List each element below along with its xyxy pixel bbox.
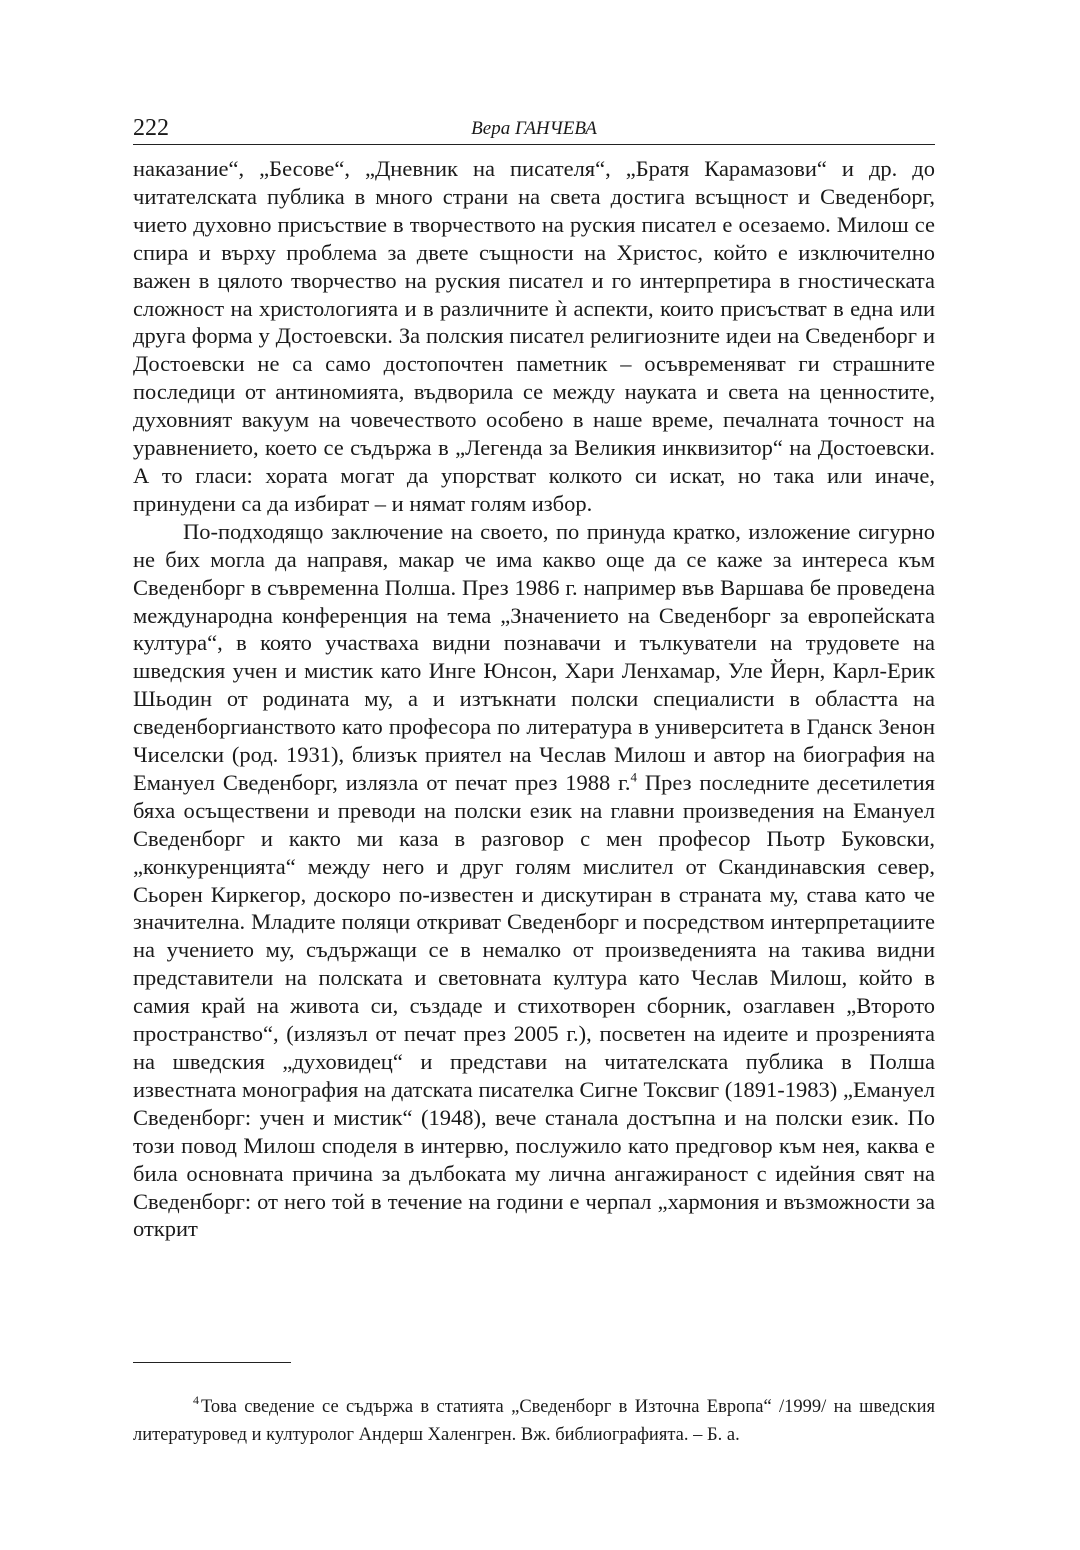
footnote [133,1393,935,1449]
running-head [133,112,935,145]
footnote-text: Това сведение се съдържа в статията „Сведенборг в Източна Европа“ /1999/ на шведския литературовед и културолог Андерш Халенгрен. Вж. библиографията. – Б. а. [133,1396,935,1445]
footnote-divider [133,1362,291,1363]
running-title: Вера ГАНЧЕВА [471,118,597,139]
body-text [133,155,935,1243]
page [133,112,935,1243]
footnote-reference[interactable]: 4 [630,769,637,785]
paragraph-1: наказание“, „Бесове“, „Дневник на писателя“, „Братя Карамазови“ и др. до читателската публика в много страни на света достига всъщност и Сведенборг, чието духовно присъствие в творчеството на руския писател е осезаемо. Милош се спира и върху проблема за двете същности на Христос, който е изключително важен в цялото творчество на руския писател и го интерпретира в гностическата сложност на христологията и в различните ѝ аспекти, които присъстват в една или друга форма у Достоевски. За полския писател религиозните идеи на Сведенборг и Достоевски не са само достопочтен паметник – осъвременяват ги страшните последици от антиномията, въдворила се между науката и света на ценностите, духовният вакуум на човечеството особено в наше време, печалната точност на уравнението, което се съдържа в „Легенда за Великия инквизитор“ на Достоевски. А то гласи: хората могат да упорстват колкото си искат, но така или иначе, принудени са да избират – и нямат голям избор. [133,156,935,516]
paragraph-2-part-1: По-подходящо заключение на своето, по принуда кратко, изложение сигурно не бих могла да направя, макар че има какво още да се каже за интереса към Сведенборг в съвременна Полша. През 1986 г. например във Варшава бе проведена международна конференция на тема „Значението на Сведенборг за европейската култура“, в която участваха видни познавачи и тълкуватели на трудовете на шведския учен и мистик като Инге Юнсон, Хари Ленхамар, Уле Йерн, Карл-Ерик Шьодин от родината му, а и изтъкнати полски специалисти в областта на сведенборгианството като професора по литература в университета в Гданск Зенон Чиселски (род. 1931), близък приятел на Чеслав Милош и автор на биография на Емануел Сведенборг, излязла от печат през 1988 г. [133,518,935,795]
page-number: 222 [133,115,169,141]
paragraph-2-part-2: През последните десетилетия бяха осъществени и преводи на полски език на главни произведения на Емануел Сведенборг и както ми каза в разговор с мен професор Пьотр Буковски, „конкуренцията“ между него и друг голям мислител от Скандинавския север, Сьорен Киркегор, доскоро по-известен и дискутиран в страната му, става като че значителна. Младите поляци откриват Сведенборг и посредством интерпретациите на учението му, съдържащи се в немалко от произведенията на такива видни представители на полската и световната култура като Чеслав Милош, който в самия край на живота си, създаде и стихотворен сборник, озаглавен „Второто пространство“, (излязъл от печат през 2005 г.), посветен на идеите и прозренията на шведския „духовидец“ и представи на читателската публика в Полша известната монография на датската писателка Сигне Токсвиг (1891-1983) „Емануел Сведенборг: учен и мистик“ (1948), вече станала достъпна и на полски език. По този повод Милош споделя в интервю, послужило като предговор към нея, каква е била основната причина за дълбоката му лична ангажираност с идейния свят на Сведенборг: от него той в течение на години е черпал „хармония и възможности за открит [133,769,935,1242]
footnote-number: 4 [193,1393,199,1408]
paragraph-2 [133,518,935,1244]
